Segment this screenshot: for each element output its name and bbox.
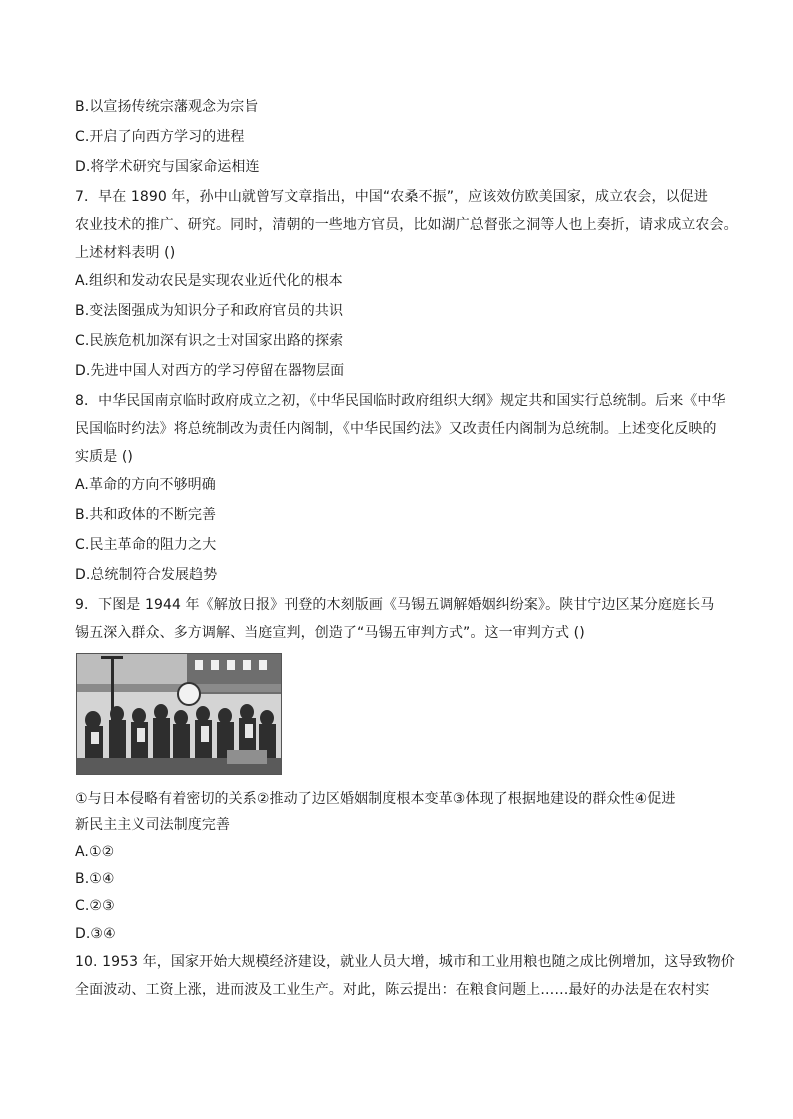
q7-stem-line-3: 上述材料表明 ()	[75, 245, 176, 261]
q9-items-line-1: ①与日本侵略有着密切的关系②推动了边区婚姻制度根本变革③体现了根据地建设的群众性④促进	[75, 791, 676, 807]
q7-stem-line-1: 7．早在 1890 年，孙中山就曾写文章指出，中国“农桑不振”，应该效仿欧美国家，成立农会，以促进	[75, 189, 708, 205]
q8-option-b: B.共和政体的不断完善	[75, 507, 217, 523]
q7-option-a: A.组织和发动农民是实现农业近代化的根本	[75, 273, 343, 289]
q7-option-d: D.先进中国人对西方的学习停留在器物层面	[75, 363, 345, 379]
q9-option-d: D.③④	[75, 926, 116, 942]
q8-option-d: D.总统制符合发展趋势	[75, 567, 218, 583]
q9-items-line-2: 新民主主义司法制度完善	[75, 817, 231, 833]
q8-stem-line-1: 8．中华民国南京临时政府成立之初，《中华民国临时政府组织大纲》规定共和国实行总统制。后来《中华	[75, 393, 726, 409]
q9-option-b: B.①④	[75, 871, 115, 887]
q7-option-c: C.民族危机加深有识之士对国家出路的探索	[75, 333, 344, 349]
q10-stem-line-1: 10. 1953 年，国家开始大规模经济建设，就业人员大增，城市和工业用粮也随之成比例增加，这导致物价	[75, 954, 735, 970]
q6-option-d: D.将学术研究与国家命运相连	[75, 159, 260, 175]
q8-stem-line-3: 实质是 ()	[75, 449, 133, 465]
q7-stem-line-2: 农业技术的推广、研究。同时，清朝的一些地方官员，比如湖广总督张之洞等人也上奏折，请求成立农会。	[75, 217, 738, 233]
q9-stem-line-1: 9．下图是 1944 年《解放日报》刊登的木刻版画《马锡五调解婚姻纠纷案》。陕甘宁边区某分庭庭长马	[75, 597, 715, 613]
q8-option-a: A.革命的方向不够明确	[75, 477, 216, 493]
woodcut-illustration	[76, 653, 282, 775]
q9-option-a: A.①②	[75, 844, 115, 860]
q8-stem-line-2: 民国临时约法》将总统制改为责任内阁制，《中华民国约法》又改责任内阁制为总统制。上述变化反映的	[75, 421, 717, 437]
q6-option-b: B.以宣扬传统宗藩观念为宗旨	[75, 99, 259, 115]
q10-stem-line-2: 全面波动、工资上涨，进而波及工业生产。对此，陈云提出：在粮食问题上……最好的办法是在农村实	[75, 982, 710, 998]
q9-stem-line-2: 锡五深入群众、多方调解、当庭宣判，创造了“马锡五审判方式”。这一审判方式 ()	[75, 625, 585, 641]
q8-option-c: C.民主革命的阻力之大	[75, 537, 217, 553]
q6-option-c: C.开启了向西方学习的进程	[75, 129, 245, 145]
q9-option-c: C.②③	[75, 898, 115, 914]
q7-option-b: B.变法图强成为知识分子和政府官员的共识	[75, 303, 344, 319]
